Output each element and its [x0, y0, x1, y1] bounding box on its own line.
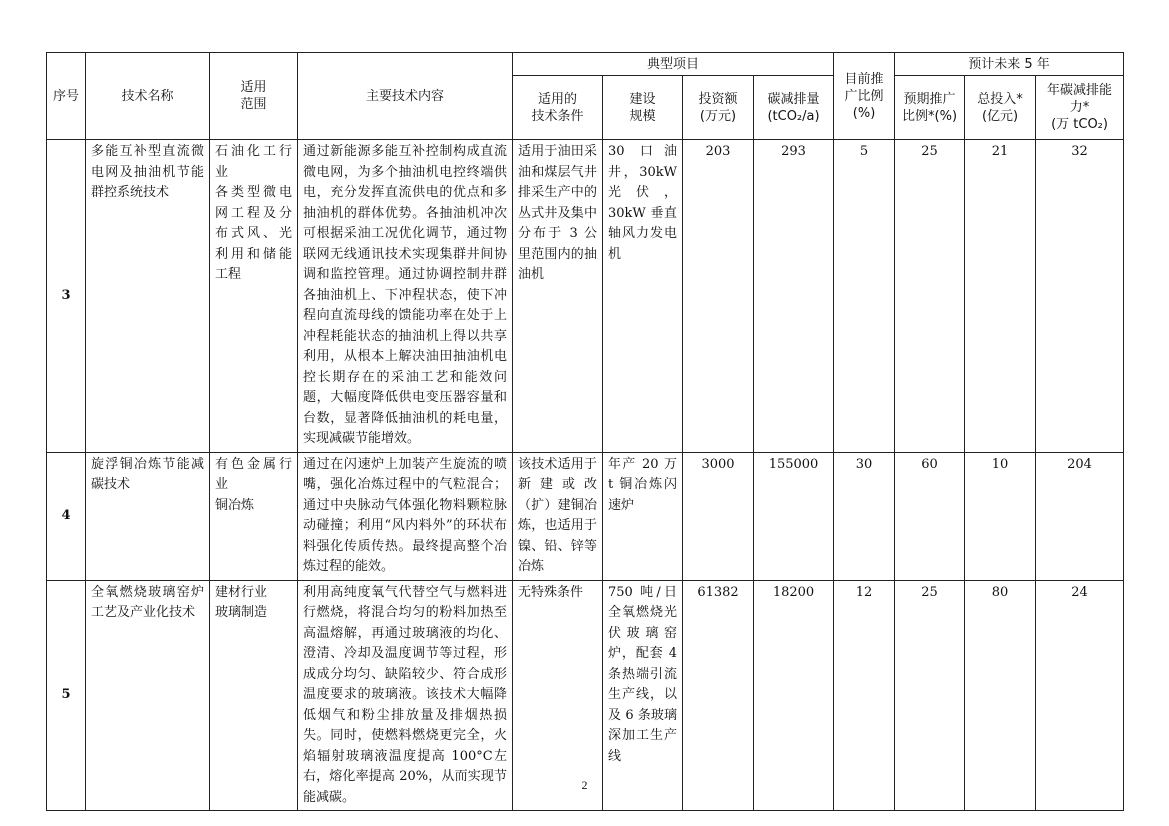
- current-ratio: 30: [834, 452, 895, 580]
- row-index: 4: [47, 452, 86, 580]
- expected-ratio: 60: [895, 452, 965, 580]
- investment: 61382: [683, 580, 754, 811]
- table-row: [47, 140, 1124, 453]
- total-investment: 80: [965, 580, 1036, 811]
- content: 通过在闪速炉上加装产生旋流的喷嘴，强化冶炼过程中的气粒混合；通过中央脉动气体强化物料颗粒脉动碰撞；利用“风内料外”的环状布料强化传质传热。最终提高整个冶炼过程的能效。: [298, 452, 513, 580]
- scope: 建材行业 玻璃制造: [210, 580, 298, 811]
- scope: 石油化工行业 各类型微电网工程及分布式风、光利用和储能工程: [210, 140, 298, 453]
- header-investment: 投资额 (万元): [683, 76, 754, 140]
- header-current-ratio: 目前推 广比例 (%): [834, 53, 895, 140]
- scale: 年产 20 万 t 铜冶炼闪速炉: [603, 452, 683, 580]
- scale: 30 口油井，30kW 光伏，30kW 垂直轴风力发电机: [603, 140, 683, 453]
- expected-ratio: 25: [895, 140, 965, 453]
- tech-name: 全氧燃烧玻璃窑炉工艺及产业化技术: [86, 580, 210, 811]
- header-conditions: 适用的 技术条件: [513, 76, 603, 140]
- current-ratio: 12: [834, 580, 895, 811]
- scale: 750 吨/日全氧燃烧光伏玻璃窑炉，配套 4 条热端引流生产线，以及 6 条玻璃深加工生产线: [603, 580, 683, 811]
- content: 通过新能源多能互补控制构成直流微电网，为多个抽油机电控终端供电，充分发挥直流供电的优点和多抽油机的群体优势。各抽油机冲次可根据采油工况优化调节，通过物联网无线通讯技术实现集群井间协调和监控管理。通过协调控制井群各抽油机上、下冲程状态，使下冲程向直流母线的馈能功率在处于上冲程耗能状态的抽油机上得以共享利用，从根本上解决油田抽油机电控长期存在的采油工艺和能效问题，大幅度降低供电变压器容量和台数，显著降低抽油机的耗电量，实现减碳节能增效。: [298, 140, 513, 453]
- investment: 203: [683, 140, 754, 453]
- total-investment: 10: [965, 452, 1036, 580]
- header-index: 序号: [47, 53, 86, 140]
- row-index: 5: [47, 580, 86, 811]
- tech-name: 多能互补型直流微电网及抽油机节能群控系统技术: [86, 140, 210, 453]
- reduction: 293: [754, 140, 834, 453]
- table-row: [47, 452, 1124, 580]
- header-typical-group: 典型项目: [513, 53, 834, 76]
- total-investment: 21: [965, 140, 1036, 453]
- annual-capacity: 32: [1036, 140, 1124, 453]
- row-index: 3: [47, 140, 86, 453]
- header-scale: 建设 规模: [603, 76, 683, 140]
- annual-capacity: 24: [1036, 580, 1124, 811]
- header-content: 主要技术内容: [298, 53, 513, 140]
- header-scope: 适用 范围: [210, 53, 298, 140]
- header-future-group: 预计未来 5 年: [895, 53, 1124, 76]
- reduction: 18200: [754, 580, 834, 811]
- technology-table: [46, 52, 1124, 811]
- expected-ratio: 25: [895, 580, 965, 811]
- header-name: 技术名称: [86, 53, 210, 140]
- conditions: 该技术适用于新建或改（扩）建铜冶炼，也适用于镍、铅、锌等冶炼: [513, 452, 603, 580]
- annual-capacity: 204: [1036, 452, 1124, 580]
- header-total-investment: 总投入* (亿元): [965, 76, 1036, 140]
- table-row: [47, 580, 1124, 811]
- tech-name: 旋浮铜冶炼节能减碳技术: [86, 452, 210, 580]
- conditions: 无特殊条件: [513, 580, 603, 811]
- scope: 有色金属行业 铜冶炼: [210, 452, 298, 580]
- reduction: 155000: [754, 452, 834, 580]
- investment: 3000: [683, 452, 754, 580]
- content: 利用高纯度氧气代替空气与燃料进行燃烧，将混合均匀的粉料加热至高温熔解，再通过玻璃液的均化、澄清、冷却及温度调节等过程，形成成分均匀、缺陷较少、符合成形温度要求的玻璃液。该技术大幅降低烟气和粉尘排放量及排烟热损失。同时，使燃料燃烧更完全，火焰辐射玻璃液温度提高 100°C左右，熔化率提高 20%，从而实现节能减碳。: [298, 580, 513, 811]
- header-annual-capacity: 年碳减排能 力* (万 tCO₂): [1036, 76, 1124, 140]
- header-expected-ratio: 预期推广 比例*(%): [895, 76, 965, 140]
- current-ratio: 5: [834, 140, 895, 453]
- conditions: 适用于油田采油和煤层气井排采生产中的丛式井及集中分布于 3 公里范围内的抽油机: [513, 140, 603, 453]
- page-number: 2: [581, 778, 588, 792]
- header-reduction: 碳减排量 (tCO₂/a): [754, 76, 834, 140]
